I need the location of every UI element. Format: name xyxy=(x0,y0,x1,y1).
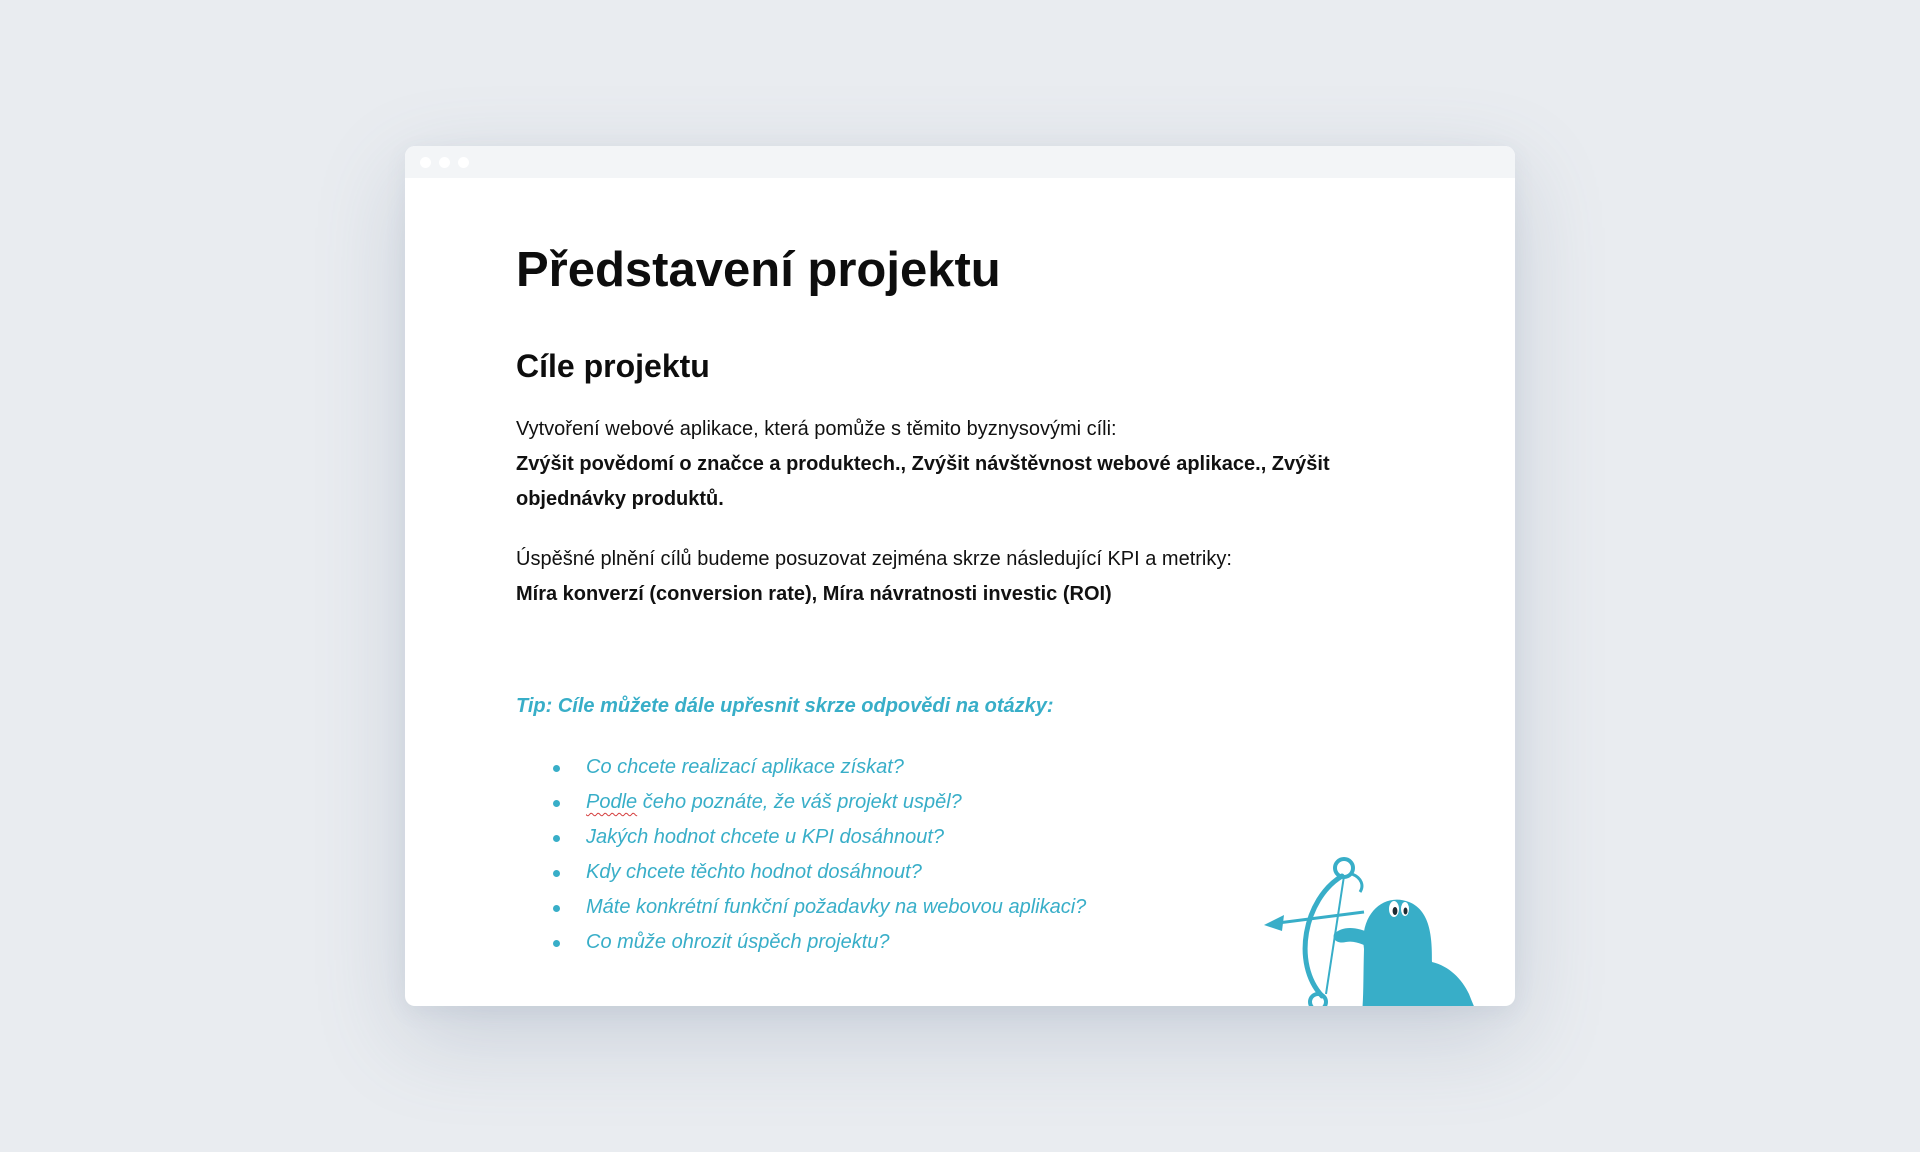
list-item: Co může ohrozit úspěch projektu? xyxy=(516,925,1086,960)
bullet-icon xyxy=(553,835,560,842)
bullet-icon xyxy=(553,765,560,772)
bullet-icon xyxy=(553,940,560,947)
bullet-icon xyxy=(553,905,560,912)
list-item: Podle čeho poznáte, že váš projekt uspěl? xyxy=(516,785,1086,820)
window-dot-close[interactable] xyxy=(420,157,431,168)
kpi-paragraph xyxy=(516,542,1376,612)
document-window xyxy=(405,146,1515,1006)
goals-paragraph xyxy=(516,412,1376,517)
list-item: Co chcete realizací aplikace získat? xyxy=(516,750,1086,785)
tip-text: Tip: Cíle můžete dále upřesnit skrze odpovědi na otázky: xyxy=(516,695,1054,717)
goals-list: Zvýšit povědomí o značce a produktech., Zvýšit návštěvnost webové aplikace., Zvýšit objednávky produktů. xyxy=(516,453,1330,510)
page-title: Představení projektu xyxy=(516,243,1001,297)
ghost-archer-icon xyxy=(1264,854,1489,1006)
list-item: Máte konkrétní funkční požadavky na webovou aplikaci? xyxy=(516,890,1086,925)
list-item: Jakých hodnot chcete u KPI dosáhnout? xyxy=(516,820,1086,855)
questions-list xyxy=(516,750,1086,960)
section-heading: Cíle projektu xyxy=(516,348,710,384)
spellcheck-word[interactable]: Podle xyxy=(586,791,638,813)
bullet-icon xyxy=(553,870,560,877)
window-titlebar xyxy=(405,146,1515,178)
list-item: Kdy chcete těchto hodnot dosáhnout? xyxy=(516,855,1086,890)
kpi-intro: Úspěšné plnění cílů budeme posuzovat zejména skrze následující KPI a metriky: xyxy=(516,548,1232,570)
window-dot-maximize[interactable] xyxy=(458,157,469,168)
kpi-list: Míra konverzí (conversion rate), Míra návratnosti investic (ROI) xyxy=(516,583,1112,605)
goals-intro: Vytvoření webové aplikace, která pomůže s těmito byznysovými cíli: xyxy=(516,418,1117,440)
bullet-icon xyxy=(553,800,560,807)
window-dot-minimize[interactable] xyxy=(439,157,450,168)
